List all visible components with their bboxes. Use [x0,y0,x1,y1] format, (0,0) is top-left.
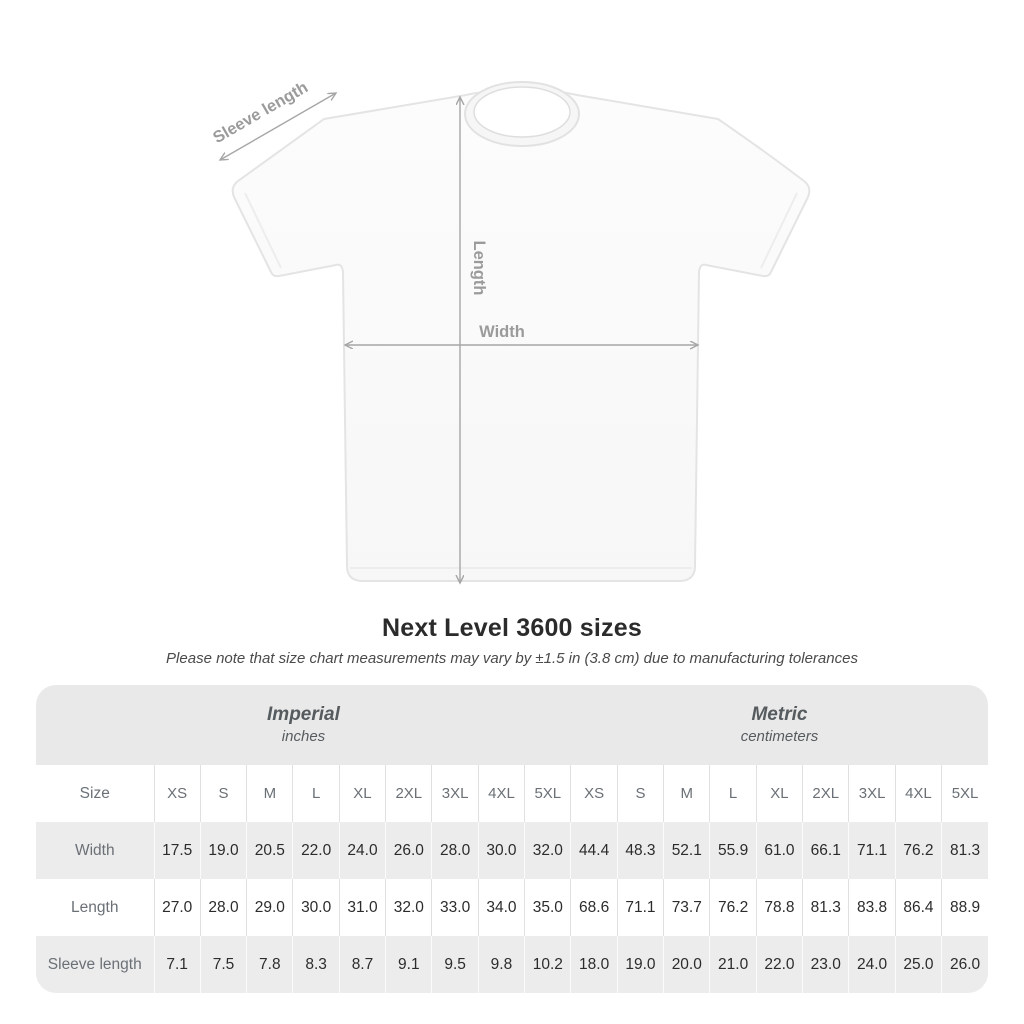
size-col-header-metric-m: M [664,765,710,822]
size-col-header-imperial-xs: XS [154,765,200,822]
length-imperial-xl: 31.0 [339,879,385,936]
imperial-label: Imperial [267,704,340,726]
length-imperial-s: 28.0 [200,879,246,936]
width-imperial-xs: 17.5 [154,822,200,879]
sleeve-imperial-xl: 8.7 [339,936,385,993]
row-label-length: Length [71,898,119,916]
tolerance-note: Please note that size chart measurements may vary by ±1.5 in (3.8 cm) due to manufacturing tolerances [166,650,858,667]
metric-group-header [571,685,988,765]
metric-label: Metric [751,704,808,726]
size-col-header-imperial-4xl: 4XL [478,765,524,822]
sleeve-imperial-5xl: 10.2 [525,936,571,993]
length-metric-xs: 68.6 [571,879,617,936]
length-metric-3xl: 83.8 [849,879,895,936]
length-metric-2xl: 81.3 [803,879,849,936]
metric-unit-label: centimeters [740,728,819,746]
width-metric-m: 52.1 [664,822,710,879]
sleeve-imperial-l: 8.3 [293,936,339,993]
sleeve-length-label: Sleeve length [209,78,312,148]
row-label-width: Width [74,841,115,859]
length-imperial-2xl: 32.0 [386,879,432,936]
page-title: Next Level 3600 sizes [382,614,642,642]
width-label: Width [479,323,525,341]
length-metric-5xl: 88.9 [942,879,988,936]
imperial-group-header [36,685,571,765]
length-metric-xl: 78.8 [756,879,802,936]
size-col-header-imperial-l: L [293,765,339,822]
size-col-header-metric-5xl: 5XL [942,765,988,822]
sleeve-imperial-2xl: 9.1 [386,936,432,993]
width-metric-2xl: 66.1 [803,822,849,879]
length-imperial-5xl: 35.0 [525,879,571,936]
width-metric-4xl: 76.2 [895,822,941,879]
size-col-header-imperial-xl: XL [339,765,385,822]
size-col-header-metric-xl: XL [756,765,802,822]
length-imperial-l: 30.0 [293,879,339,936]
width-metric-s: 48.3 [617,822,663,879]
sleeve-imperial-s: 7.5 [200,936,246,993]
width-metric-l: 55.9 [710,822,756,879]
width-metric-xs: 44.4 [571,822,617,879]
sleeve-imperial-3xl: 9.5 [432,936,478,993]
width-imperial-m: 20.5 [247,822,293,879]
size-header: Size [79,784,110,802]
width-imperial-4xl: 30.0 [478,822,524,879]
width-imperial-l: 22.0 [293,822,339,879]
length-metric-4xl: 86.4 [895,879,941,936]
sleeve-metric-4xl: 25.0 [895,936,941,993]
row-label-sleeve-length: Sleeve length [47,955,142,973]
size-chart-card [36,685,988,993]
sleeve-metric-xs: 18.0 [571,936,617,993]
size-col-header-imperial-3xl: 3XL [432,765,478,822]
size-col-header-metric-s: S [617,765,663,822]
length-metric-m: 73.7 [664,879,710,936]
width-imperial-s: 19.0 [200,822,246,879]
size-col-header-imperial-2xl: 2XL [386,765,432,822]
unit-group-header-row [36,685,988,765]
sleeve-metric-m: 20.0 [664,936,710,993]
size-col-header-imperial-5xl: 5XL [525,765,571,822]
length-imperial-m: 29.0 [247,879,293,936]
width-imperial-5xl: 32.0 [525,822,571,879]
width-metric-3xl: 71.1 [849,822,895,879]
width-metric-5xl: 81.3 [942,822,988,879]
length-imperial-xs: 27.0 [154,879,200,936]
size-chart-table [36,685,988,993]
length-label: Length [470,240,488,296]
size-header-row [36,765,988,822]
sleeve-metric-s: 19.0 [617,936,663,993]
sleeve-length-row [36,936,988,993]
size-col-header-metric-xs: XS [571,765,617,822]
size-col-header-imperial-s: S [200,765,246,822]
width-imperial-3xl: 28.0 [432,822,478,879]
sleeve-metric-xl: 22.0 [756,936,802,993]
width-row [36,822,988,879]
sleeve-imperial-xs: 7.1 [154,936,200,993]
imperial-unit-label: inches [281,728,326,746]
length-imperial-3xl: 33.0 [432,879,478,936]
size-col-header-metric-2xl: 2XL [803,765,849,822]
length-metric-s: 71.1 [617,879,663,936]
size-col-header-metric-4xl: 4XL [895,765,941,822]
sleeve-imperial-m: 7.8 [247,936,293,993]
length-imperial-4xl: 34.0 [478,879,524,936]
size-col-header-imperial-m: M [247,765,293,822]
sleeve-metric-l: 21.0 [710,936,756,993]
width-imperial-xl: 24.0 [339,822,385,879]
sleeve-metric-2xl: 23.0 [803,936,849,993]
length-metric-l: 76.2 [710,879,756,936]
size-col-header-metric-3xl: 3XL [849,765,895,822]
sleeve-metric-5xl: 26.0 [942,936,988,993]
size-col-header-metric-l: L [710,765,756,822]
width-metric-xl: 61.0 [756,822,802,879]
width-imperial-2xl: 26.0 [386,822,432,879]
length-row [36,879,988,936]
sleeve-metric-3xl: 24.0 [849,936,895,993]
sleeve-imperial-4xl: 9.8 [478,936,524,993]
